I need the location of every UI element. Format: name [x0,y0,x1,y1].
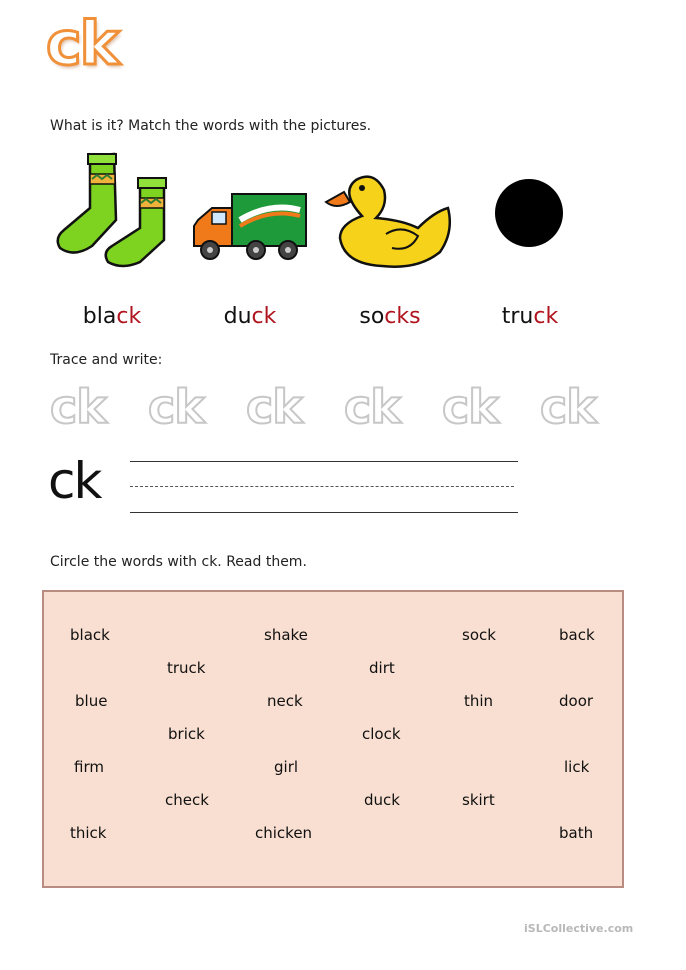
instruction-match: What is it? Match the words with the pictures. [50,118,372,134]
box-word[interactable]: dirt [369,659,395,677]
box-word[interactable]: sock [462,626,496,644]
box-word[interactable]: bath [559,824,594,842]
box-word[interactable]: firm [74,758,104,776]
box-word[interactable]: duck [364,791,400,809]
box-word[interactable]: truck [167,659,206,677]
word-black: black [82,304,142,329]
box-word[interactable]: brick [168,725,205,743]
word-box [42,590,624,888]
box-word[interactable]: thick [70,824,107,842]
watermark: iSLCollective.com [524,922,634,935]
box-word[interactable]: check [165,791,209,809]
trace-ck: ck [148,380,204,434]
duck-picture [322,172,456,272]
writing-line-top [130,461,518,462]
box-word[interactable]: door [559,692,594,710]
word-duck: duck [223,304,277,329]
box-word[interactable]: blue [75,692,108,710]
instruction-trace: Trace and write: [50,352,163,368]
box-word[interactable]: black [70,626,110,644]
truck-picture [190,190,310,264]
instruction-circle: Circle the words with ck. Read them. [50,554,307,570]
worksheet-title: ck [46,9,118,79]
socks-picture [52,150,174,270]
trace-ck: ck [540,380,596,434]
writing-line-bottom [130,512,518,513]
box-word[interactable]: neck [267,692,303,710]
box-word[interactable]: shake [264,626,308,644]
box-word[interactable]: lick [564,758,590,776]
trace-ck: ck [246,380,302,434]
trace-ck: ck [344,380,400,434]
box-word[interactable]: clock [362,725,401,743]
box-word[interactable]: thin [464,692,494,710]
box-word[interactable]: skirt [462,791,495,809]
write-label: ck [48,452,101,510]
word-socks: socks [359,304,421,329]
box-word[interactable]: chicken [255,824,313,842]
box-word[interactable]: back [559,626,595,644]
word-truck: truck [501,304,559,329]
trace-ck: ck [50,380,106,434]
box-word[interactable]: girl [274,758,299,776]
trace-ck: ck [442,380,498,434]
black-circle-picture [494,178,564,248]
writing-line-middle [130,486,514,487]
